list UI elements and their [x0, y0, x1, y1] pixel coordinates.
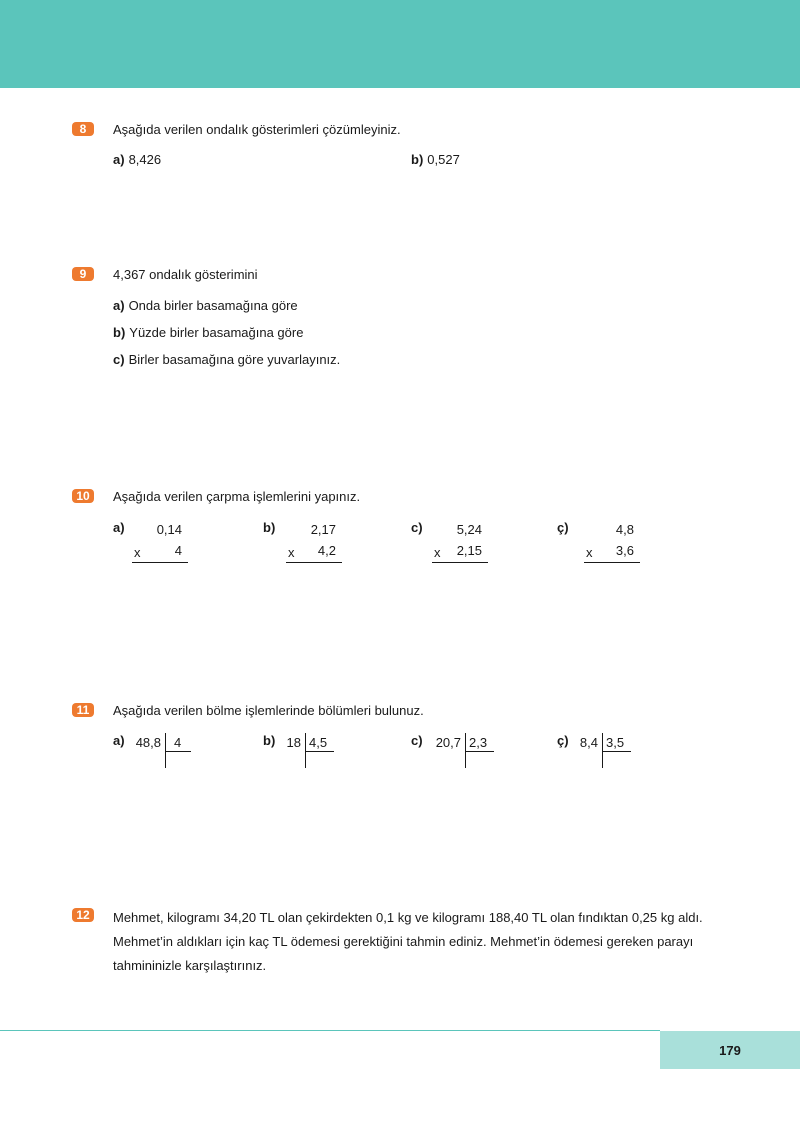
question-number-11: 11	[72, 703, 94, 717]
question-9-text: 4,367 ondalık gösterimini	[113, 267, 258, 282]
q11-c-divisor: 2,3	[469, 735, 488, 750]
q10-b-label: b)	[263, 520, 276, 535]
q10-cc-rule	[584, 562, 640, 563]
q8-b-value: 0,527	[427, 152, 460, 167]
q9-option-b	[113, 325, 303, 341]
q11-c-hline	[465, 751, 494, 752]
q11-b-hline	[305, 751, 334, 752]
q10-cc-top: 4,8	[615, 522, 634, 537]
q11-cc-label: ç)	[557, 733, 569, 748]
q11-a-label: a)	[113, 733, 125, 748]
q8-a-value: 8,426	[128, 152, 162, 167]
q10-b-top: 2,17	[310, 522, 336, 537]
q10-c-rule	[432, 562, 488, 563]
q9-a-label: a)	[113, 298, 125, 313]
q10-c-label: c)	[411, 520, 423, 535]
q11-a-hline	[165, 751, 191, 752]
q9-a-text: Onda birler basamağına göre	[128, 298, 298, 313]
q8-option-a	[113, 152, 161, 168]
q10-b-bottom: 4,2	[317, 543, 336, 558]
q11-c-label: c)	[411, 733, 423, 748]
q9-b-label: b)	[113, 325, 126, 340]
q8-option-b	[411, 152, 460, 168]
q11-c-dividend: 20,7	[435, 735, 461, 750]
q11-cc-divisor: 3,5	[606, 735, 625, 750]
q10-b-rule	[286, 562, 342, 563]
q9-option-c	[113, 352, 340, 368]
question-11-text: Aşağıda verilen bölme işlemlerinde bölümleri bulunuz.	[113, 703, 424, 718]
q10-b-sign: x	[288, 545, 295, 560]
q11-a-divisor: 4	[174, 735, 182, 750]
q9-c-label: c)	[113, 352, 125, 367]
question-number-10: 10	[72, 489, 94, 503]
question-number-9: 9	[72, 267, 94, 281]
q10-cc-sign: x	[586, 545, 593, 560]
question-12-text: Mehmet, kilogramı 34,20 TL olan çekirdekten 0,1 kg ve kilogramı 188,40 TL olan fındıktan 0,25 kg aldı. Mehmet’in aldıkları için kaç TL ödemesi gerektiğini tahmin ediniz. Mehmet’in ödemesi gereken parayı tahmininizle karşılaştırınız.	[113, 910, 703, 973]
q10-a-rule	[132, 562, 188, 563]
q8-a-label: a)	[113, 152, 125, 167]
question-8-text: Aşağıda verilen ondalık gösterimleri çözümleyiniz.	[113, 122, 401, 137]
q10-cc-label: ç)	[557, 520, 569, 535]
question-10-text: Aşağıda verilen çarpma işlemlerini yapınız.	[113, 489, 361, 504]
q11-cc-dividend: 8,4	[579, 735, 598, 750]
q10-c-sign: x	[434, 545, 441, 560]
question-number-8: 8	[72, 122, 94, 136]
q10-a-label: a)	[113, 520, 125, 535]
q11-a-dividend: 48,8	[135, 735, 161, 750]
q10-a-top: 0,14	[156, 522, 182, 537]
q8-b-label: b)	[411, 152, 424, 167]
q9-b-text: Yüzde birler basamağına göre	[129, 325, 304, 340]
footer-rule	[0, 1030, 660, 1031]
question-number-12: 12	[72, 908, 94, 922]
q11-b-label: b)	[263, 733, 276, 748]
header-band	[0, 0, 800, 88]
page-number: 179	[660, 1031, 800, 1069]
q11-b-dividend: 18	[286, 735, 301, 750]
q10-a-sign: x	[134, 545, 141, 560]
q9-c-text: Birler basamağına göre yuvarlayınız.	[128, 352, 341, 367]
q10-cc-bottom: 3,6	[615, 543, 634, 558]
q10-a-bottom: 4	[174, 543, 182, 558]
q11-b-divisor: 4,5	[309, 735, 328, 750]
q9-option-a	[113, 298, 298, 314]
q11-cc-hline	[602, 751, 631, 752]
q10-c-bottom: 2,15	[456, 543, 482, 558]
q10-c-top: 5,24	[456, 522, 482, 537]
